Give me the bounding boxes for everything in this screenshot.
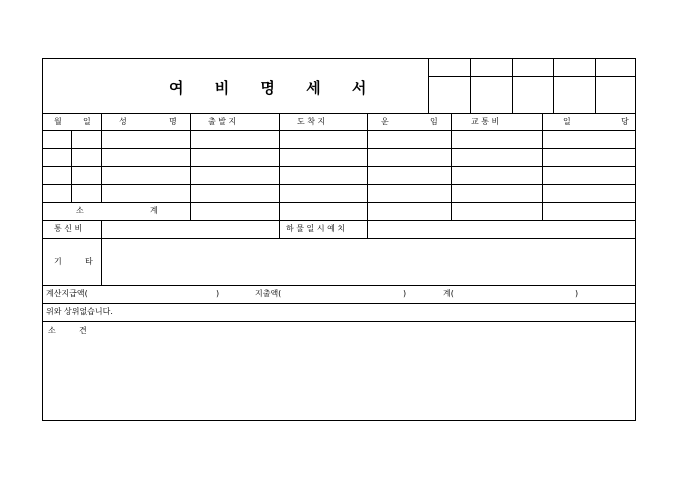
row-line [43, 148, 636, 149]
other-label-2: 타 [85, 257, 93, 266]
paid-close: ) [403, 289, 407, 298]
form-title: 여 비 명 세 서 [169, 79, 380, 97]
column-line [367, 113, 368, 238]
paid-label: 지출액( [255, 289, 282, 298]
approval-box-divider [470, 59, 471, 113]
header-day: 일 [83, 117, 91, 126]
row-line [43, 303, 636, 304]
column-line [190, 113, 191, 220]
column-line [451, 113, 452, 220]
total-label: 계( [443, 289, 454, 298]
column-line [71, 130, 72, 202]
approval-box-divider [428, 76, 636, 77]
row-line [43, 130, 636, 131]
other-label-1: 기 [54, 257, 62, 266]
header-fare-1: 운 [381, 117, 389, 126]
opinion-label-1: 소 [48, 326, 56, 335]
approval-box-divider [595, 59, 596, 113]
header-arrival: 도 착 지 [297, 117, 326, 126]
header-daily-1: 일 [563, 117, 571, 126]
settle-close: ) [216, 289, 220, 298]
header-departure: 출 발 지 [208, 117, 237, 126]
comm-label: 통 신 비 [54, 224, 83, 233]
row-line [43, 220, 636, 221]
approval-box-divider [512, 59, 513, 113]
row-line [43, 238, 636, 239]
header-fare-2: 임 [430, 117, 438, 126]
row-line [43, 166, 636, 167]
row-line [43, 184, 636, 185]
settle-label: 계산지급액( [46, 289, 88, 298]
header-name-1: 성 [119, 117, 127, 126]
subtotal-label-1: 소 [76, 206, 84, 215]
travel-expense-form [42, 58, 636, 421]
row-line [43, 202, 636, 203]
row-line [43, 285, 636, 286]
header-name-2: 명 [169, 117, 177, 126]
subtotal-label-2: 계 [150, 206, 158, 215]
header-month: 월 [54, 117, 62, 126]
approval-box-divider [553, 59, 554, 113]
header-transport: 교 통 비 [471, 117, 500, 126]
header-daily-2: 당 [621, 117, 629, 126]
row-line [43, 321, 636, 322]
total-close: ) [575, 289, 579, 298]
column-line [542, 113, 543, 220]
row-line [43, 113, 636, 114]
column-line [101, 220, 102, 285]
fees-label: 하 물 일 시 예 치 [286, 224, 346, 233]
approval-box-divider [428, 59, 429, 113]
opinion-label-2: 견 [79, 326, 87, 335]
column-line [279, 113, 280, 238]
column-line [101, 113, 102, 202]
confirm-text: 위와 상위없습니다. [46, 307, 113, 316]
